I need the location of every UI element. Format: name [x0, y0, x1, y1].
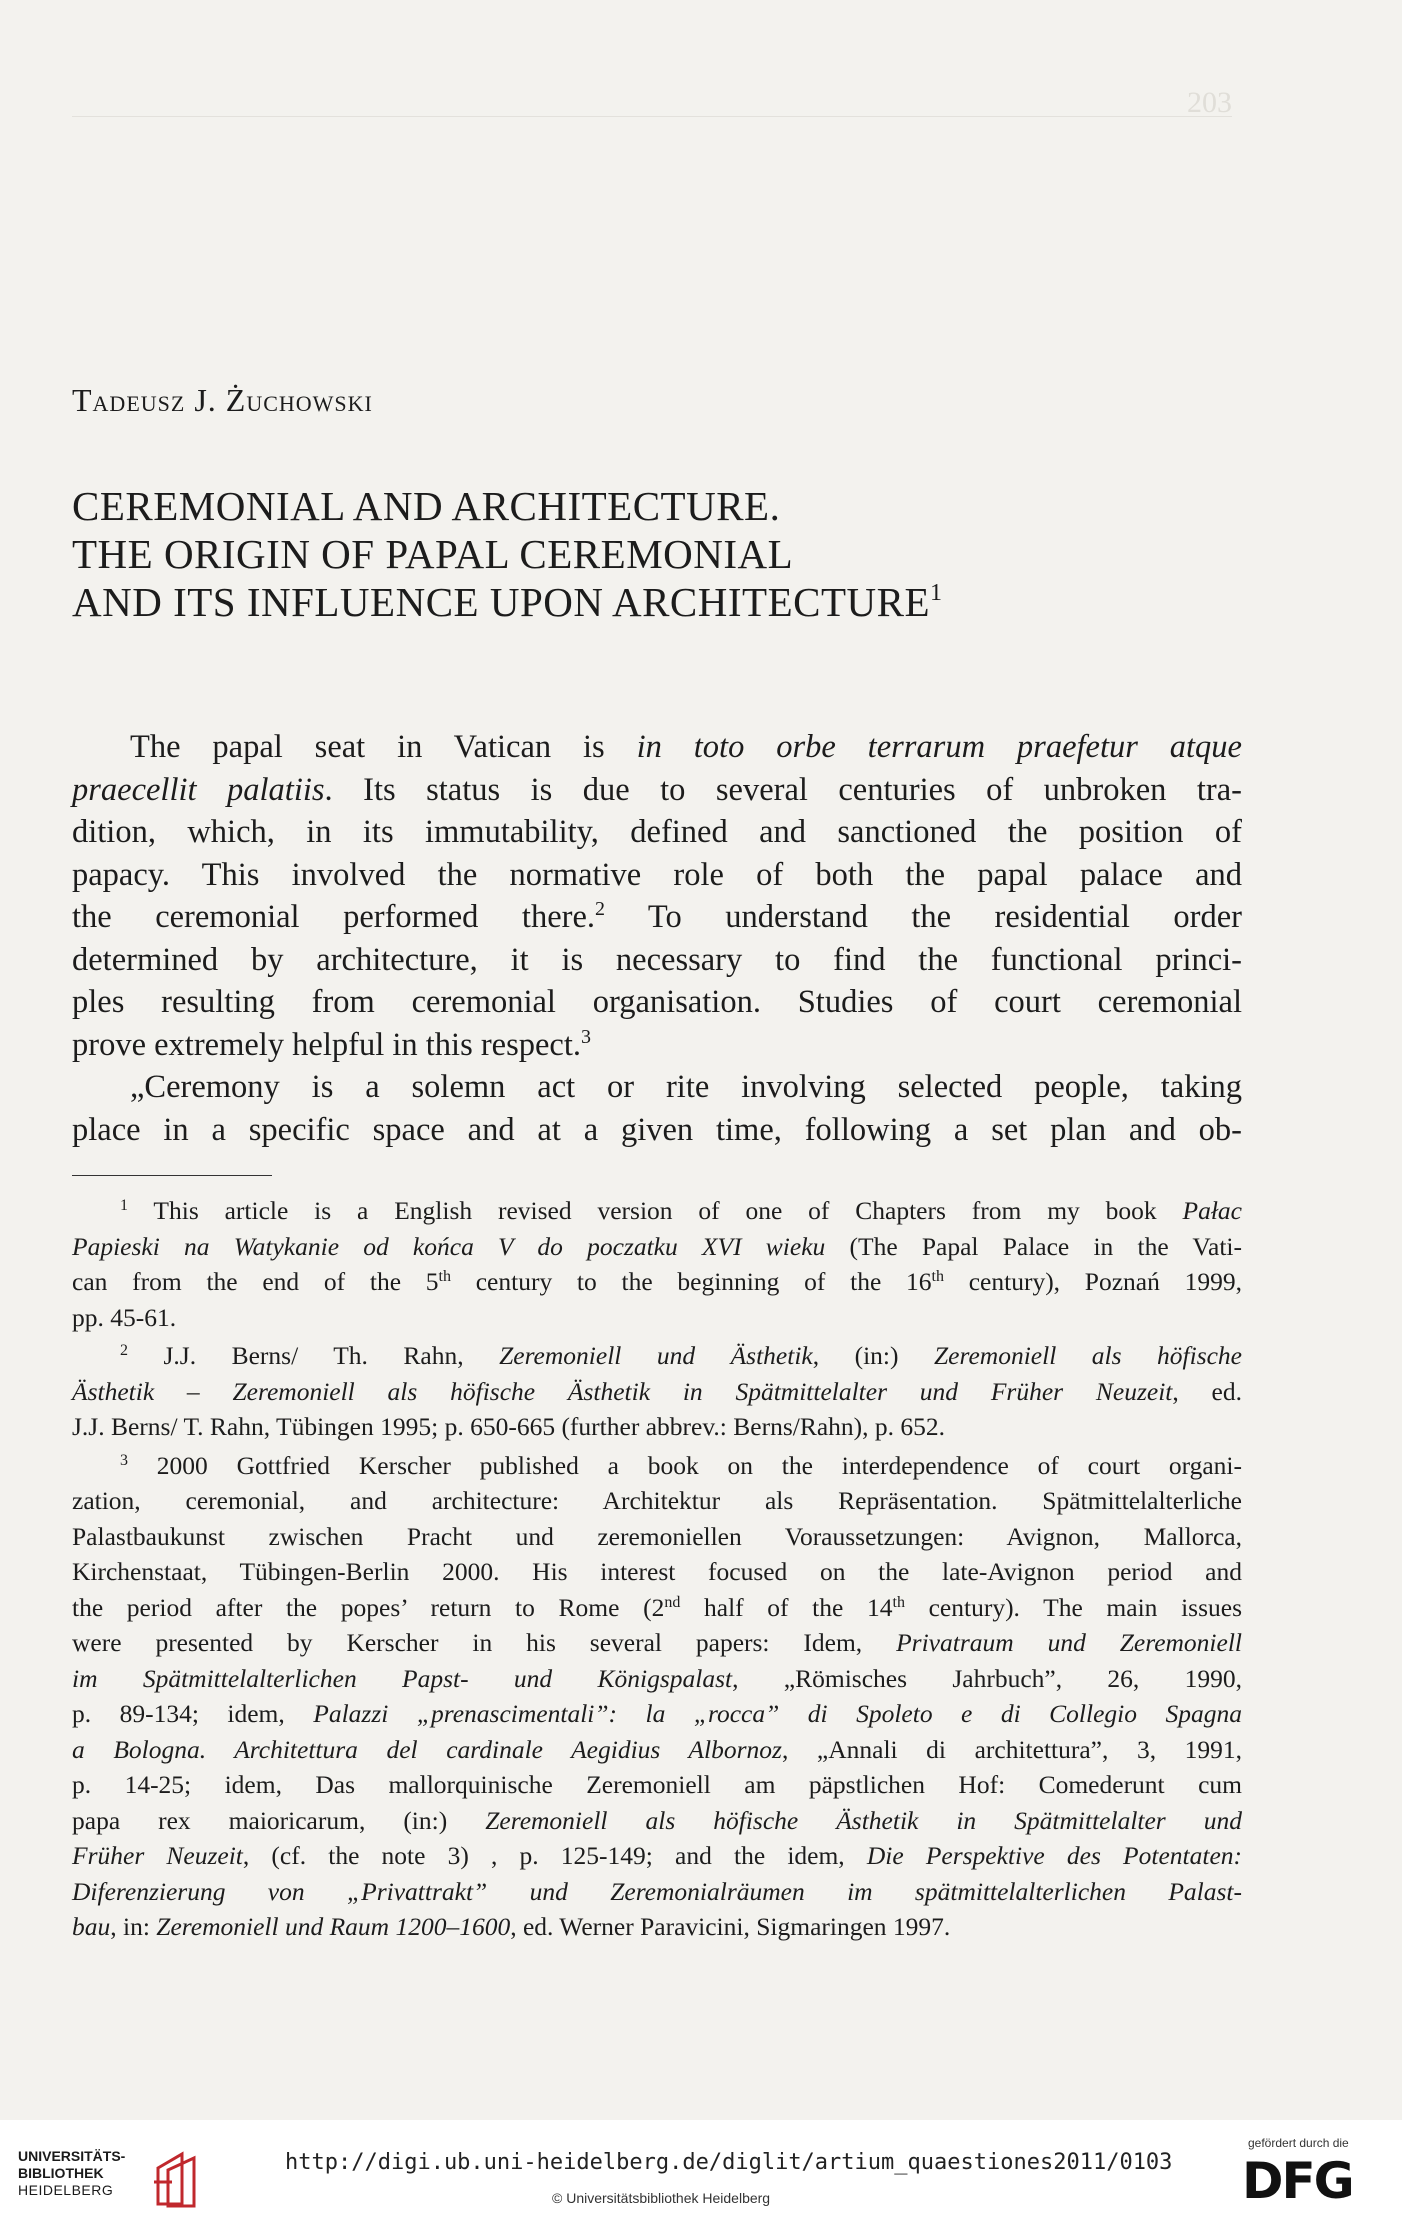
- footnote-line: [72, 1874, 1242, 1910]
- footnote-line: [72, 1838, 1242, 1874]
- title-line: [72, 578, 1252, 626]
- footnote-ref[interactable]: 2: [595, 898, 605, 920]
- footnote-line: p. 14-25; idem, Das mallorquinische Zeremoniell am päpstlichen Hof: Comederunt cum: [72, 1770, 1242, 1799]
- text-run: half of the 14: [680, 1592, 893, 1622]
- footnote-line: zation, ceremonial, and architecture: Architektur als Repräsentation. Spätmittelalterliche: [72, 1486, 1242, 1515]
- library-name-line: BIBLIOTHEK: [18, 2165, 104, 2181]
- text-run: century to the beginning of the 16: [450, 1267, 932, 1296]
- text-run: , in:: [110, 1912, 157, 1941]
- footnotes: [72, 1193, 1242, 1948]
- text-run: (The Papal Palace in the Vati-: [825, 1231, 1242, 1261]
- footnote-line: [72, 1264, 1242, 1300]
- text-run: century), Poznań 1999,: [943, 1267, 1242, 1296]
- text-run: This article is a English revised version of one of Chapters from my book: [153, 1196, 1183, 1225]
- footnote-line: [72, 1374, 1242, 1410]
- article-title-ref: Palazzi „prenascimentali”: la „rocca” di Spoleto e di Collegio Spagna: [313, 1699, 1242, 1728]
- ordinal-suffix: nd: [664, 1593, 681, 1611]
- text-run: can from the end of the 5: [72, 1267, 439, 1296]
- text-run: , „Annali di architettura”, 3, 1991,: [781, 1734, 1243, 1764]
- article-title-ref: Die Perspektive des Potentaten:: [866, 1841, 1243, 1870]
- text-run: , (in:): [812, 1341, 934, 1370]
- footnote-separator: [72, 1175, 272, 1176]
- text-run: , (cf. the note 3) , p. 125-149; and the idem,: [242, 1841, 867, 1870]
- copyright-notice: © Universitätsbibliothek Heidelberg: [552, 2190, 771, 2206]
- footnote-line: [72, 1193, 1242, 1229]
- footnote-line: [72, 1732, 1242, 1768]
- text-run: prove extremely helpful in this respect.: [72, 1026, 582, 1063]
- text-run: , ed. Werner Paravicini, Sigmaringen 1997.: [510, 1912, 951, 1941]
- text-run: J.J. Berns/ Th. Rahn,: [163, 1341, 500, 1370]
- article-title-ref: im Spätmittelalterlichen Papst- und Königspalast: [72, 1663, 733, 1693]
- library-name-line: HEIDELBERG: [18, 2182, 114, 2198]
- latin-phrase: praecellit palatiis: [72, 771, 325, 808]
- text-run: papa rex maioricarum, (in:): [72, 1805, 486, 1835]
- title-line: CEREMONIAL AND ARCHITECTURE.: [72, 483, 781, 529]
- body-text: [72, 726, 1242, 1151]
- book-title: Papieski na Watykanie od końca V do poczatku XVI wieku: [72, 1231, 826, 1261]
- ordinal-suffix: th: [931, 1268, 944, 1285]
- footnote-line: J.J. Berns/ T. Rahn, Tübingen 1995; p. 650-665 (further abbrev.: Berns/Rahn), p. 652.: [72, 1412, 946, 1441]
- text-run: . Its status is due to several centuries of unbroken tra-: [324, 771, 1242, 808]
- footnote-line: Kirchenstaat, Tübingen-Berlin 2000. His interest focused on the late-Avignon period and: [72, 1557, 1242, 1586]
- footnote-3: [72, 1448, 1242, 1945]
- book-title: Zeremoniell und Ästhetik: [499, 1341, 813, 1370]
- footnote-line: [72, 1661, 1242, 1697]
- text-run: The papal seat in Vatican is: [130, 729, 637, 765]
- article-author: Tadeusz J. Żuchowski: [72, 382, 373, 418]
- text-run: , ed.: [1172, 1376, 1242, 1406]
- article-title-ref: bau: [72, 1912, 111, 1941]
- book-title: Zeremoniell als höfische: [934, 1341, 1242, 1370]
- body-line: determined by architecture, it is necessary to find the functional princi-: [72, 941, 1242, 978]
- book-title: Früher Neuzeit: [72, 1841, 243, 1870]
- text-run: To understand the residential order: [605, 899, 1242, 935]
- funding-label: gefördert durch die: [1248, 2136, 1349, 2150]
- digitization-footer: [0, 2120, 1402, 2219]
- footnote-1: [72, 1193, 1242, 1335]
- footnote-number: 1: [120, 1197, 128, 1214]
- book-title: Zeremoniell als höfische Ästhetik in Spätmittelalter und: [485, 1805, 1242, 1835]
- latin-phrase: in toto orbe terrarum praefetur atque: [636, 729, 1242, 765]
- footnote-line: [72, 1696, 1242, 1732]
- library-name-line: UNIVERSITÄTS-: [18, 2148, 126, 2164]
- article-title: [72, 482, 1252, 626]
- funder-logo: [1242, 2136, 1392, 2216]
- text-run: p. 89-134; idem,: [72, 1699, 314, 1728]
- dfg-logo: DFG: [1242, 2152, 1353, 2210]
- footnote-line: [72, 1625, 1242, 1661]
- library-emblem-icon: [154, 2148, 206, 2208]
- footnote-line: [72, 1803, 1242, 1839]
- body-line: [72, 769, 1242, 812]
- body-line: „Ceremony is a solemn act or rite involving selected people, taking: [130, 1069, 1242, 1105]
- text-run: were presented by Kerscher in his several papers: Idem,: [72, 1628, 897, 1657]
- permalink-url[interactable]: http://digi.ub.uni-heidelberg.de/diglit/artium_quaestiones2011/0103: [285, 2150, 1173, 2175]
- footnote-number: 2: [120, 1342, 128, 1359]
- book-title: Zeremoniell und Raum 1200–1600: [156, 1912, 511, 1941]
- article-title-ref: Diferenzierung von „Privattrakt” und Zeremonialräumen im spätmittelalterlichen Palast-: [72, 1876, 1242, 1906]
- text-run: 2000 Gottfried Kerscher published a book on the interdependence of court organi-: [156, 1450, 1243, 1480]
- article-title-ref: a Bologna. Architettura del cardinale Aegidius Albornoz: [72, 1734, 782, 1764]
- body-line: place in a specific space and at a given time, following a set plan and ob-: [72, 1111, 1242, 1148]
- title-line: THE ORIGIN OF PAPAL CEREMONIAL: [72, 531, 794, 577]
- text-run: the period after the popes’ return to Rome (2: [72, 1592, 665, 1622]
- body-line: ples resulting from ceremonial organisation. Studies of court ceremonial: [72, 984, 1242, 1020]
- footnote-number: 3: [120, 1451, 128, 1469]
- body-line: dition, which, in its immutability, defined and sanctioned the position of: [72, 814, 1242, 850]
- bleed-through-header: [72, 86, 1232, 117]
- library-logo[interactable]: [18, 2148, 218, 2208]
- body-line: papacy. This involved the normative role of both the papal palace and: [72, 856, 1242, 893]
- footnote-ref[interactable]: 1: [930, 580, 943, 606]
- footnote-ref[interactable]: 3: [581, 1025, 592, 1048]
- book-title: Ästhetik – Zeremoniell als höfische Ästhetik in Spätmittelalter und Früher Neuzeit: [72, 1376, 1173, 1406]
- text-run: the ceremonial performed there.: [72, 899, 595, 935]
- book-title: Pałac: [1182, 1196, 1242, 1225]
- body-line: [72, 896, 1242, 939]
- footnote-2: [72, 1338, 1242, 1445]
- body-line: [72, 726, 1242, 769]
- footnote-line: [72, 1590, 1242, 1626]
- page-number: 203: [1187, 86, 1232, 119]
- text-run: century). The main issues: [904, 1592, 1242, 1622]
- footnote-line: Palastbaukunst zwischen Pracht und zeremoniellen Voraussetzungen: Avignon, Mallorca,: [72, 1521, 1242, 1551]
- footnote-line: [72, 1338, 1242, 1374]
- ordinal-suffix: th: [438, 1268, 451, 1285]
- library-name: [18, 2148, 125, 2199]
- body-line: [72, 1024, 1242, 1067]
- footnote-line: pp. 45-61.: [72, 1302, 177, 1332]
- footnote-line: [72, 1909, 1242, 1945]
- title-line-text: AND ITS INFLUENCE UPON ARCHITECTURE: [72, 579, 930, 625]
- text-run: , „Römisches Jahrbuch”, 26, 1990,: [732, 1663, 1242, 1693]
- footnote-line: [72, 1448, 1242, 1484]
- footnote-line: [72, 1229, 1242, 1265]
- article-title-ref: Privatraum und Zeremoniell: [896, 1628, 1243, 1657]
- ordinal-suffix: th: [892, 1593, 905, 1611]
